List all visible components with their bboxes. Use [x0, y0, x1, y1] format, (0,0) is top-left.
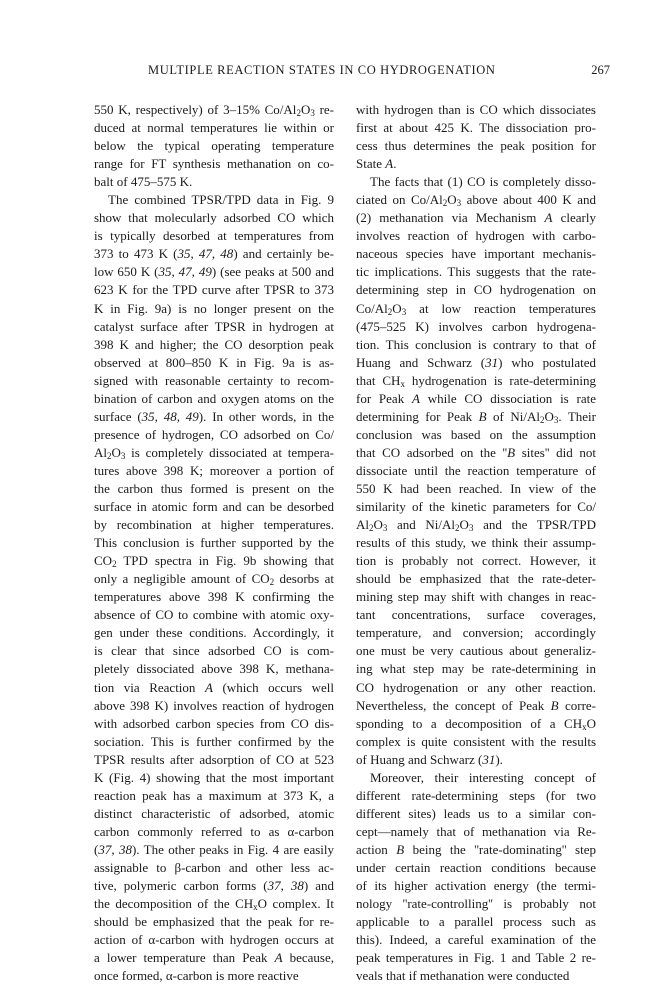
text-line: The combined TPSR/TPD data in Fig. 9: [108, 192, 334, 208]
text-line: should be emphasized that the peak for re-: [94, 914, 334, 930]
text-line: only a negligible amount of $CO_2$ desorbs at: [94, 571, 334, 588]
text-line: cess thus determines the peak position for: [356, 138, 596, 154]
text-line: the decomposition of the $CH_xO$ complex. It: [94, 896, 334, 913]
text-line: low 650 K (35, 47, 49) (see peaks at 500 and: [94, 264, 334, 280]
text-line: different rate-determining steps (for two: [356, 787, 596, 803]
text-line: action of α-carbon with hydrogen occurs at: [94, 932, 334, 948]
text-line: cept—namely that of methanation via Re-: [356, 823, 596, 839]
text-line: one must be very cautious about generaliz-: [356, 643, 596, 659]
text-line: determining step in CO hydrogenation on: [356, 282, 596, 298]
text-line: balt of 475–575 K.: [94, 174, 193, 190]
text-line: catalyst surface after TPSR in hydrogen at: [94, 318, 334, 334]
text-line: 373 to 473 K (35, 47, 48) and certainly be-: [94, 246, 334, 262]
text-line: CO hydrogenation or any other reaction.: [356, 679, 596, 695]
right-text-column: [356, 101, 596, 985]
text-line: ing what step may be rate-determining in: [356, 661, 596, 677]
text-line: 550 K had been reached. In view of the: [356, 480, 596, 496]
text-line: applicable to a parallel process such as: [356, 914, 596, 930]
text-line: pletely dissociated above 398 K, methana-: [94, 661, 334, 677]
text-line: nology ''rate-controlling'' is probably not: [356, 896, 596, 912]
text-line: with adsorbed carbon species from CO dis-: [94, 715, 334, 731]
text-line: tant concentrations, surface coverages,: [356, 607, 596, 623]
text-line: complex is quite consistent with the results: [356, 733, 596, 749]
text-line: bination of carbon and oxygen atoms on the: [94, 390, 334, 406]
text-line: K (Fig. 4) showing that the most important: [94, 769, 334, 785]
text-line: by recombination at higher temperatures.: [94, 517, 334, 533]
text-line: range for FT synthesis methanation on co-: [94, 156, 334, 172]
text-line: $CO_2$ TPD spectra in Fig. 9b showing that: [94, 553, 334, 570]
text-line: gen under these conditions. Accordingly, it: [94, 625, 334, 641]
text-line: tive, polymeric carbon forms (37, 38) and: [94, 878, 334, 894]
text-line: ciated on $Co/Al_2O_3$ above about 400 K and: [356, 192, 596, 209]
text-line: TPSR results after adsorption of CO at 523: [94, 751, 334, 767]
text-line: Nevertheless, the concept of Peak B corre-: [356, 697, 596, 713]
text-line: State A.: [356, 156, 397, 172]
left-text-column: [94, 101, 334, 985]
text-line: first at about 425 K. The dissociation pro-: [356, 120, 596, 136]
text-line: show that molecularly adsorbed CO which: [94, 210, 334, 226]
text-line: a lower temperature than Peak A because,: [94, 950, 334, 966]
text-line: sociation. This is further confirmed by the: [94, 733, 334, 749]
text-line: tion is probably not correct. However, it: [356, 553, 596, 569]
text-line: peak temperatures in Fig. 1 and Table 2 re-: [356, 950, 596, 966]
text-line: (2) methanation via Mechanism A clearly: [356, 210, 596, 226]
text-line: mining step may shift with changes in reac-: [356, 589, 596, 605]
text-line: naceous species have important mechanis-: [356, 246, 596, 262]
text-line: (475–525 K) involves carbon hydrogena-: [356, 318, 596, 334]
text-line: sponding to a decomposition of a $CH_xO$: [356, 715, 596, 732]
text-line: results of this study, we think their assump-: [356, 535, 596, 551]
text-line: tures above 398 K; moreover a portion of: [94, 462, 334, 478]
text-line: of Huang and Schwarz (31).: [356, 751, 503, 767]
text-line: 623 K for the TPD curve after TPSR to 373: [94, 282, 334, 298]
text-line: (37, 38). The other peaks in Fig. 4 are easily: [94, 841, 334, 857]
text-line: This conclusion is further supported by the: [94, 535, 334, 551]
text-line: reaction peak has a maximum at 373 K, a: [94, 787, 334, 803]
text-line: action B being the ''rate-dominating'' step: [356, 841, 596, 857]
page-number: 267: [591, 63, 610, 77]
text-line: involves reaction of hydrogen with carbo-: [356, 228, 596, 244]
running-title: MULTIPLE REACTION STATES IN CO HYDROGENATION: [148, 63, 496, 77]
text-line: $Al_2O_3$ and $Ni/Al_2O_3$ and the TPSR/TPD: [356, 517, 596, 534]
text-line: tion. This conclusion is contrary to that of: [356, 336, 596, 352]
text-line: is clear that since adsorbed CO is com-: [94, 643, 334, 659]
text-line: surface (35, 48, 49). In other words, in the: [94, 408, 334, 424]
text-line: similarity of the kinetic parameters for Co/: [356, 499, 596, 515]
text-line: surface in atomic form and can be desorbed: [94, 499, 334, 515]
text-line: that CO adsorbed on the ''B sites'' did not: [356, 444, 596, 460]
text-line: for Peak A while CO dissociation is rate: [356, 390, 596, 406]
text-line: $Co/Al_2O_3$ at low reaction temperatures: [356, 300, 596, 317]
text-line: Moreover, their interesting concept of: [370, 769, 596, 785]
text-line: different sites) leads us to a similar con-: [356, 805, 596, 821]
text-line: this). Indeed, a careful examination of the: [356, 932, 596, 948]
text-line: the carbon thus formed is present on the: [94, 480, 334, 496]
text-line: once formed, α-carbon is more reactive: [94, 968, 299, 984]
text-line: tion via Reaction A (which occurs well: [94, 679, 334, 695]
text-line: above 398 K) involves reaction of hydrogen: [94, 697, 334, 713]
text-line: assignable to β-carbon and other less ac-: [94, 859, 334, 875]
text-line: carbon commonly referred to as α-carbon: [94, 823, 334, 839]
text-line: with hydrogen than is CO which dissociates: [356, 102, 596, 117]
text-line: 398 K and higher; the CO desorption peak: [94, 336, 334, 352]
text-line: of its higher activation energy (the termi-: [356, 878, 596, 894]
text-line: absence of CO to combine with atomic oxy-: [94, 607, 334, 623]
text-line: conclusion was based on the assumption: [356, 426, 596, 442]
page-header: [98, 63, 610, 83]
text-line: determining for Peak B of $Ni/Al_2O_3$. Their: [356, 408, 596, 425]
text-line: The facts that (1) CO is completely disso-: [370, 174, 596, 190]
text-line: below the typical operating temperature: [94, 138, 334, 154]
text-line: duced at normal temperatures lie within or: [94, 120, 334, 136]
text-line: dissociate until the reaction temperature of: [356, 462, 596, 478]
text-line: is typically desorbed at temperatures from: [94, 228, 334, 244]
text-line: should be emphasized that the rate-deter-: [356, 571, 596, 587]
text-line: temperatures above 398 K confirming the: [94, 589, 334, 605]
text-line: K in Fig. 9a) is no longer present on the: [94, 300, 334, 316]
text-line: observed at 800–850 K in Fig. 9a is as-: [94, 354, 334, 370]
text-line: veals that if methanation were conducted: [356, 968, 570, 984]
text-line: tic implications. This suggests that the rate-: [356, 264, 596, 280]
text-line: that $CH_x$ hydrogenation is rate-determining: [356, 372, 596, 389]
text-line: presence of hydrogen, CO adsorbed on Co/: [94, 426, 334, 442]
text-line: temperature, and conversion; accordingly: [356, 625, 596, 641]
text-line: signed with reasonable certainty to recom-: [94, 372, 334, 388]
text-line: under certain reaction conditions because: [356, 859, 596, 875]
text-line: Huang and Schwarz (31) who postulated: [356, 354, 596, 370]
text-line: distinct characteristic of adsorbed, atomic: [94, 805, 334, 821]
text-line: 550 K, respectively) of 3–15% $Co/Al_2O_3$ re-: [94, 102, 334, 118]
text-line: $Al_2O_3$ is completely dissociated at tempera-: [94, 444, 334, 461]
